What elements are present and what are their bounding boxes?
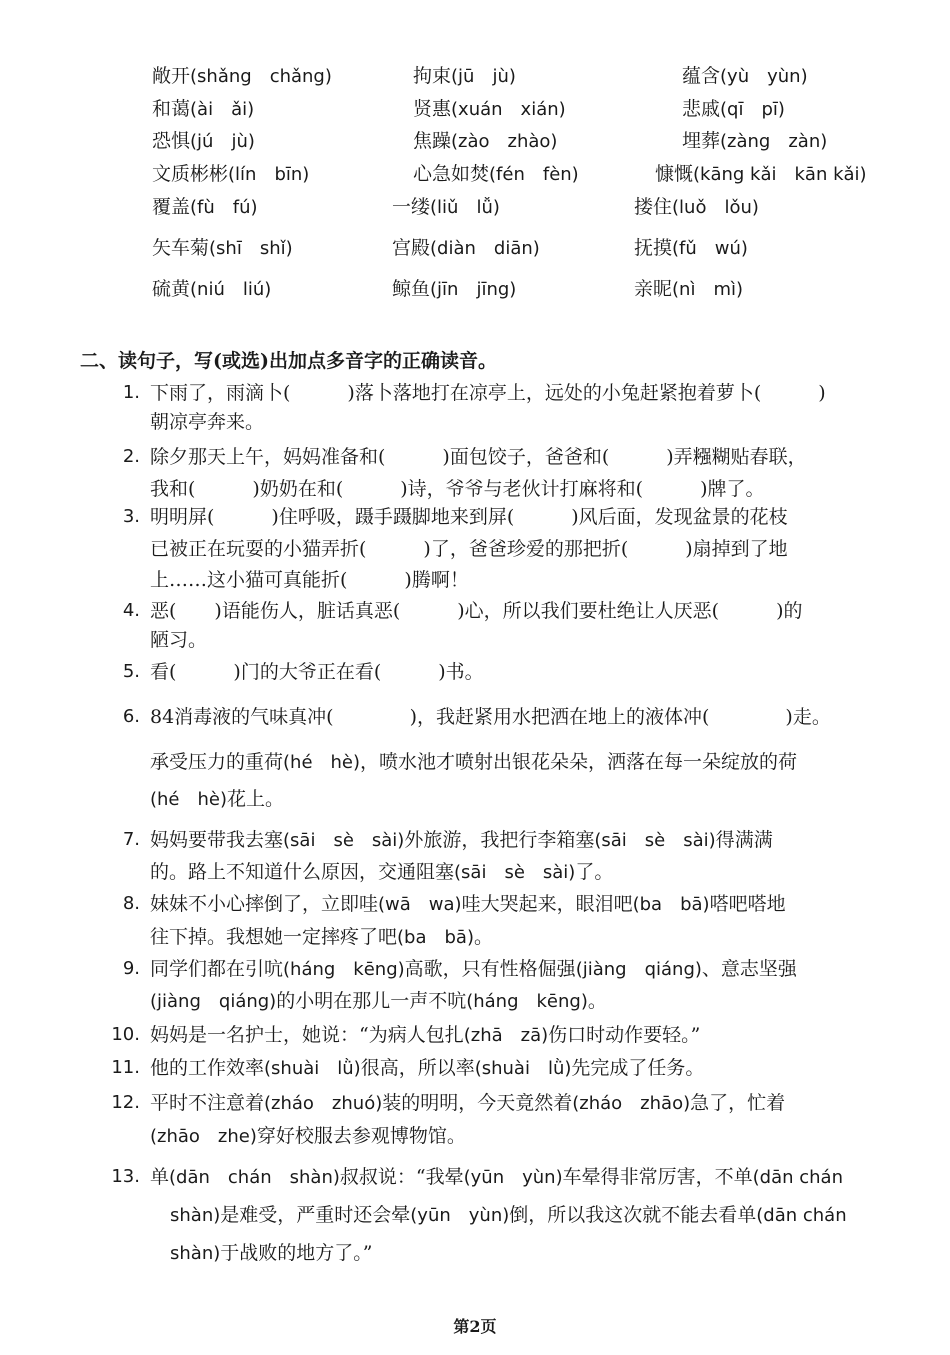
- word-item: 和蔼(ài ǎi): [152, 98, 255, 120]
- word-item: 一缕(liǔ lǚ): [392, 196, 500, 218]
- word-item: 焦躁(zào zhào): [413, 130, 558, 152]
- sentence-line: 我和( )奶奶在和( )诗，爷爷与老伙计打麻将和( )牌了。: [150, 478, 765, 500]
- word-item: 心急如焚(fén fèn): [413, 163, 579, 185]
- sentence-line: 除夕那天上午，妈妈准备和( )面包饺子，爸爸和( )弄糨糊贴春联，: [150, 446, 807, 468]
- word-item: 抚摸(fǔ wú): [634, 237, 748, 259]
- sentence-line: (jiàng qiáng)的小明在那儿一声不吭(háng kēng)。: [150, 990, 607, 1012]
- question-number: 7.: [122, 829, 140, 850]
- sentence-line: 妈妈是一名护士，她说：“为病人包扎(zhā zā)伤口时动作要轻。”: [150, 1024, 701, 1046]
- word-item: 鲸鱼(jīn jīng): [392, 278, 517, 300]
- sentence-line: 下雨了，雨滴卜( )落卜落地打在凉亭上，远处的小兔赶紧抱着萝卜( ): [150, 382, 826, 404]
- sentence-line: 恶( )语能伤人，脏话真恶( )心，所以我们要杜绝让人厌恶( )的: [150, 600, 803, 622]
- sentence-line: 朝凉亭奔来。: [150, 411, 265, 433]
- word-item: 慷慨(kāng kǎi kān kǎi): [655, 163, 867, 185]
- word-item: 贤惠(xuán xián): [413, 98, 566, 120]
- sentence-line: (hé hè)花上。: [150, 788, 285, 810]
- word-item: 恐惧(jú jù): [152, 130, 255, 152]
- word-item: 埋葬(zàng zàn): [682, 130, 828, 152]
- sentence-line: 明明屏( )住呼吸，蹑手蹑脚地来到屏( )风后面，发现盆景的花枝: [150, 506, 788, 528]
- sentence-line: (zhāo zhe)穿好校服去参观博物馆。: [150, 1125, 466, 1147]
- sentence-line: 平时不注意着(zháo zhuó)装的明明，今天竟然着(zháo zhāo)急了，忙着: [150, 1092, 786, 1114]
- sentence-line: 看( )门的大爷正在看( )书。: [150, 661, 484, 683]
- sentence-line: 单(dān chán shàn)叔叔说：“我晕(yūn yùn)车晕得非常厉害，不单(dān chán: [150, 1166, 843, 1188]
- sentence-line: 妈妈要带我去塞(sāi sè sài)外旅游，我把行李箱塞(sāi sè sài)得满满: [150, 829, 773, 851]
- word-item: 搂住(luǒ lǒu): [634, 196, 759, 218]
- word-item: 矢车菊(shī shǐ): [152, 237, 293, 259]
- word-item: 亲昵(nì mì): [634, 278, 744, 300]
- sentence-line: shàn)于战败的地方了。”: [170, 1242, 373, 1264]
- section-title: 二、读句子，写(或选)出加点多音字的正确读音。: [80, 350, 497, 372]
- word-item: 蕴含(yù yùn): [682, 65, 808, 87]
- word-item: 硫黄(niú liú): [152, 278, 272, 300]
- sentence-line: 往下掉。我想她一定摔疼了吧(ba bā)。: [150, 926, 493, 948]
- question-number: 10.: [111, 1024, 140, 1045]
- sentence-line: 已被正在玩耍的小猫弄折( )了，爸爸珍爱的那把折( )扇掉到了地: [150, 538, 788, 560]
- sentence-line: 妹妹不小心摔倒了，立即哇(wā wa)哇大哭起来，眼泪吧(ba bā)嗒吧嗒地: [150, 893, 786, 915]
- question-number: 2.: [122, 446, 140, 467]
- word-item: 悲戚(qī pī): [682, 98, 785, 120]
- word-item: 敞开(shǎng chǎng): [152, 65, 332, 87]
- question-number: 6.: [122, 706, 140, 727]
- word-item: 文质彬彬(lín bīn): [152, 163, 310, 185]
- word-item: 宫殿(diàn diān): [392, 237, 540, 259]
- sentence-line: 同学们都在引吭(háng kēng)高歌，只有性格倔强(jiàng qiáng)、意志坚强: [150, 958, 797, 980]
- sentence-line: 承受压力的重荷(hé hè)，喷水池才喷射出银花朵朵，洒落在每一朵绽放的荷: [150, 751, 798, 773]
- question-number: 12.: [111, 1092, 140, 1113]
- word-item: 覆盖(fù fú): [152, 196, 258, 218]
- question-number: 9.: [122, 958, 140, 979]
- sentence-line: 84消毒液的气味真冲( )，我赶紧用水把洒在地上的液体冲( )走。: [150, 706, 831, 728]
- sentence-line: 他的工作效率(shuài lǜ)很高，所以率(shuài lǜ)先完成了任务。: [150, 1057, 705, 1079]
- question-number: 8.: [122, 893, 140, 914]
- question-number: 3.: [122, 506, 140, 527]
- sentence-line: 上……这小猫可真能折( )腾啊！: [150, 569, 469, 591]
- sentence-line: shàn)是难受，严重时还会晕(yūn yùn)倒，所以我这次就不能去看单(dān chán: [170, 1204, 847, 1226]
- question-number: 13.: [111, 1166, 140, 1187]
- question-number: 1.: [122, 382, 140, 403]
- question-number: 11.: [111, 1057, 140, 1078]
- sentence-line: 的。路上不知道什么原因，交通阻塞(sāi sè sài)了。: [150, 861, 614, 883]
- question-number: 5.: [122, 661, 140, 682]
- word-item: 拘束(jū jù): [413, 65, 516, 87]
- page-number: 第2页: [453, 1317, 497, 1336]
- sentence-line: 陋习。: [150, 629, 208, 651]
- question-number: 4.: [122, 600, 140, 621]
